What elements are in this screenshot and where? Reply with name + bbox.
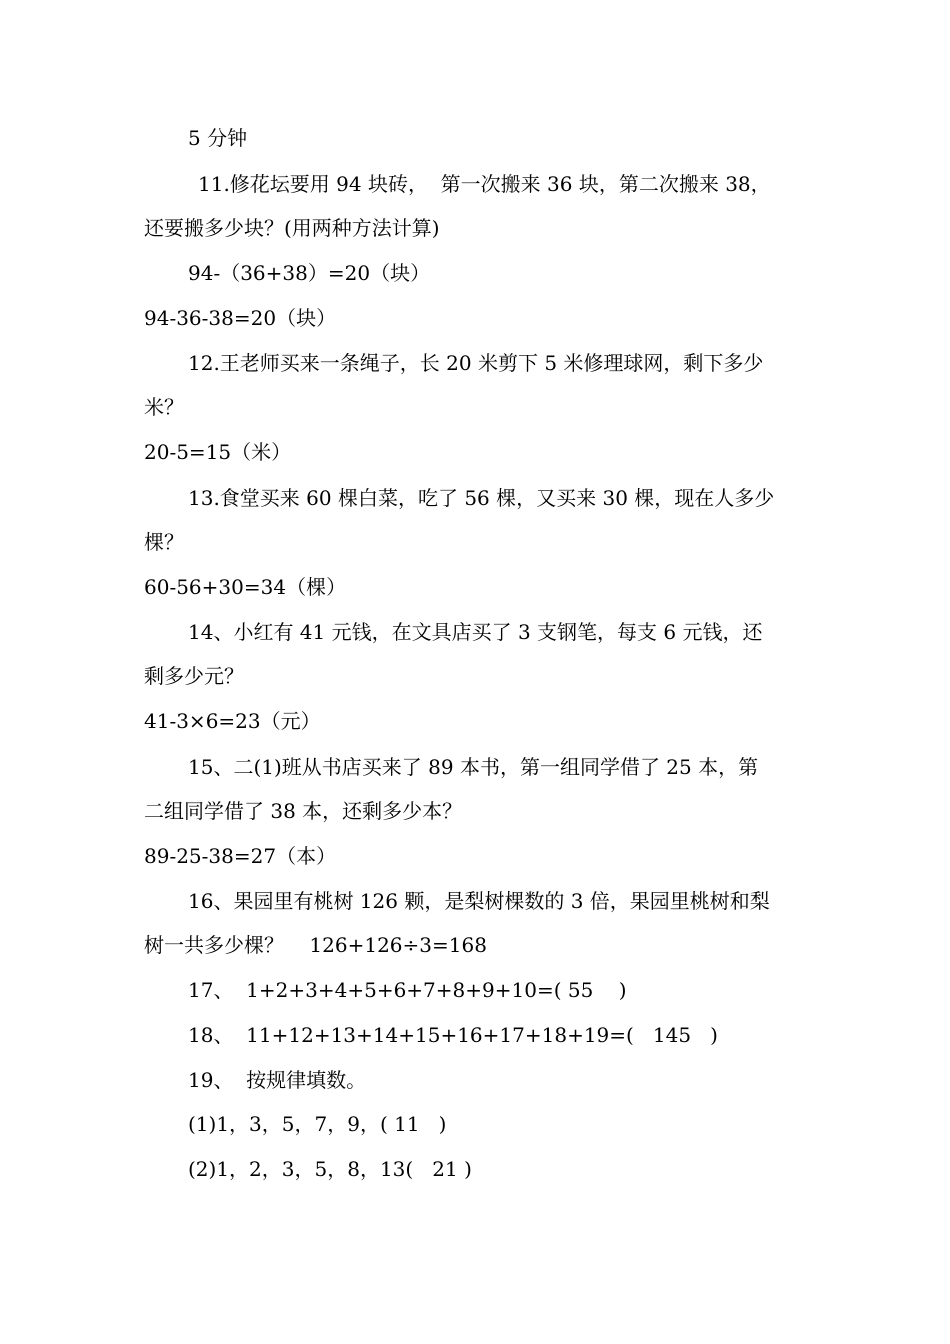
- question-19: 19、 按规律填数。: [188, 1068, 367, 1092]
- answer-14: 41-3×6=23（元）: [144, 709, 321, 733]
- question-13-line-2: 棵？: [144, 530, 184, 554]
- question-14-line-1: 14、小红有 41 元钱，在文具店买了 3 支钢笔，每支 6 元钱，还: [188, 620, 763, 644]
- question-16-line-1: 16、果园里有桃树 126 颗，是梨树棵数的 3 倍，果园里桃树和梨: [188, 889, 770, 913]
- question-18: 18、 11+12+13+14+15+16+17+18+19=( 145 ): [188, 1023, 718, 1047]
- answer-11-method-2: 94-36-38=20（块）: [144, 306, 337, 330]
- question-17: 17、 1+2+3+4+5+6+7+8+9+10=( 55 ): [188, 978, 627, 1002]
- question-19-part-2: (2)1，2，3，5，8，13( 21 ): [188, 1157, 472, 1181]
- question-15-line-2: 二组同学借了 38 本，还剩多少本？: [144, 799, 463, 823]
- question-16-line-2: 树一共多少棵？ 126+126÷3=168: [144, 933, 487, 957]
- question-12-line-2: 米？: [144, 395, 184, 419]
- answer-13: 60-56+30=34（棵）: [144, 575, 347, 599]
- question-12-line-1: 12.王老师买来一条绳子，长 20 米剪下 5 米修理球网，剩下多少: [188, 351, 764, 375]
- question-11-line-1: 11.修花坛要用 94 块砖， 第一次搬来 36 块，第二次搬来 38，: [198, 172, 771, 196]
- question-13-line-1: 13.食堂买来 60 棵白菜，吃了 56 棵，又买来 30 棵，现在人多少: [188, 486, 775, 510]
- question-15-line-1: 15、二(1)班从书店买来了 89 本书，第一组同学借了 25 本，第: [188, 755, 759, 779]
- answer-11-method-1: 94-（36+38）=20（块）: [188, 261, 431, 285]
- question-19-part-1: (1)1，3，5，7，9，( 11 ): [188, 1112, 447, 1136]
- question-14-line-2: 剩多少元？: [144, 664, 244, 688]
- question-11-line-2: 还要搬多少块？(用两种方法计算): [144, 216, 440, 240]
- answer-12: 20-5=15（米）: [144, 440, 292, 464]
- answer-15: 89-25-38=27（本）: [144, 844, 337, 868]
- text-line-time: 5 分钟: [188, 126, 248, 150]
